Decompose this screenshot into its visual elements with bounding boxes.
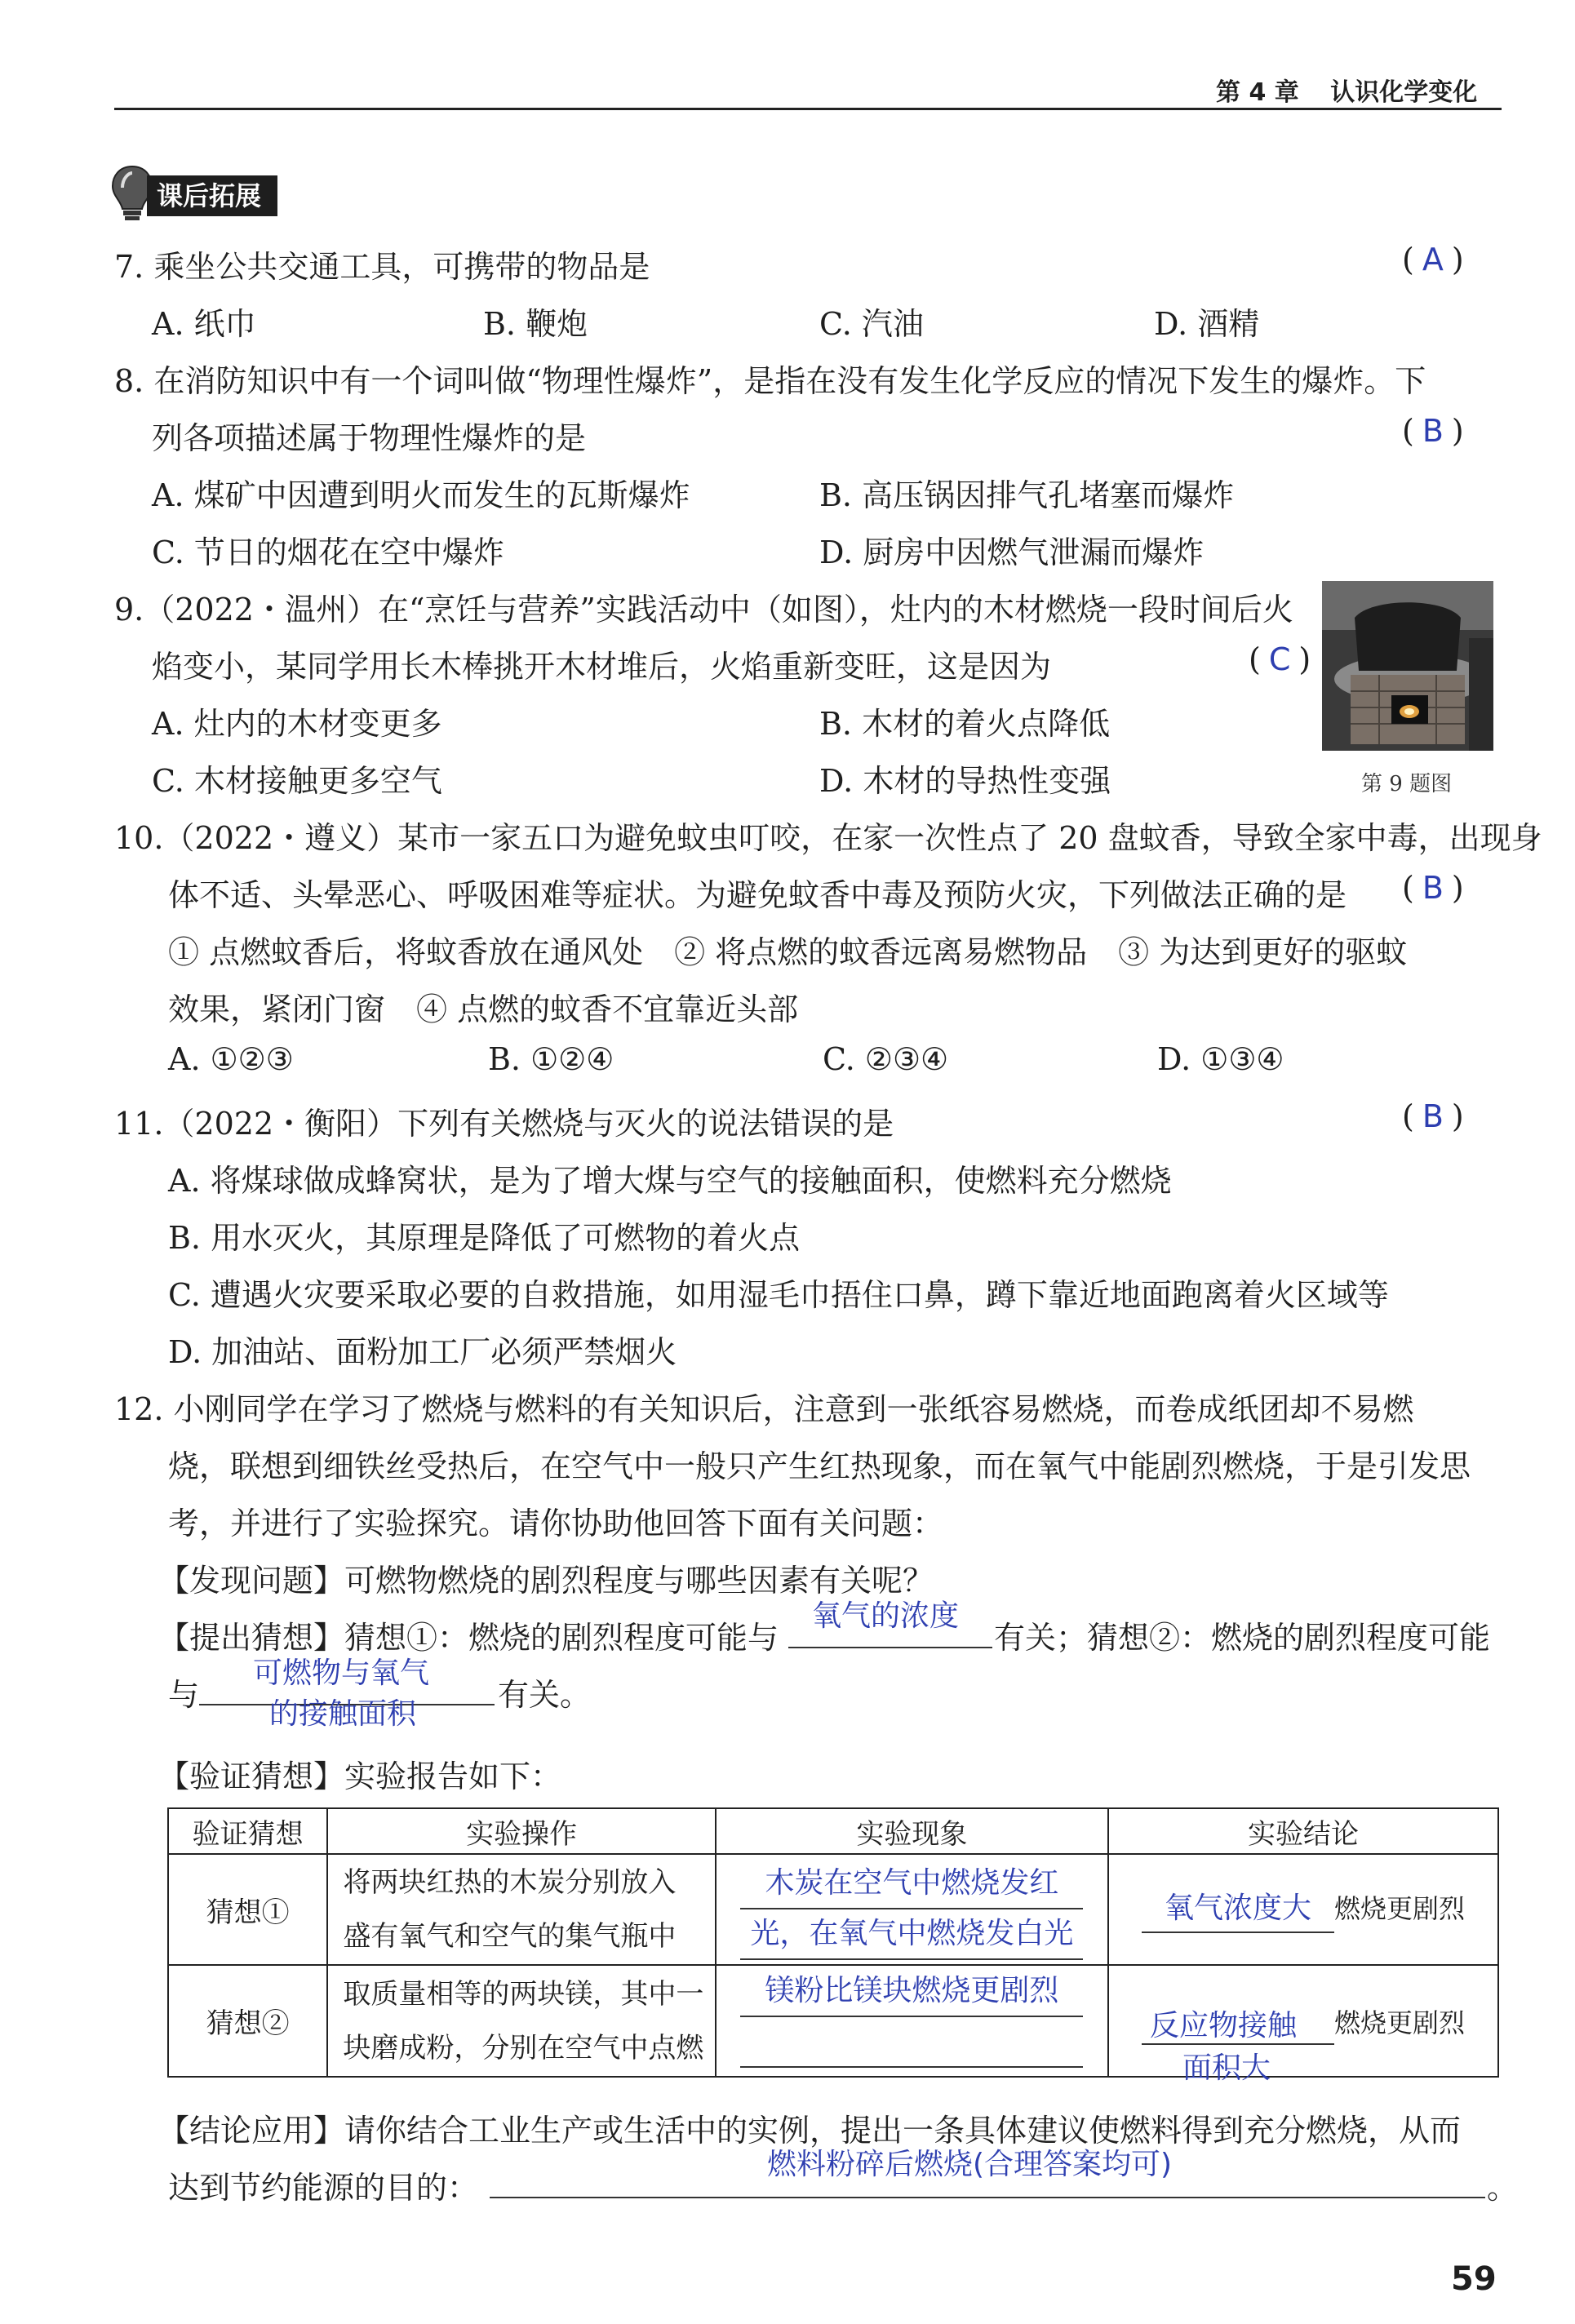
table-row bbox=[168, 1854, 1498, 1965]
q8-option-d: D. 厨房中因燃气泄漏而爆炸 bbox=[819, 534, 1205, 570]
q11-option-b: B. 用水灭火，其原理是降低了可燃物的着火点 bbox=[168, 1220, 801, 1256]
q10-stem-line1: 10.（2022・遵义）某市一家五口为避免蚊虫叮咬，在家一次性点了 20 盘蚊香，导致全家中毒，出现身 bbox=[114, 820, 1542, 856]
q8-option-a: A. 煤矿中因遭到明火而发生的瓦斯爆炸 bbox=[152, 477, 690, 513]
q12-guess-middle: 有关；猜想②：燃烧的剧烈程度可能 bbox=[994, 1620, 1491, 1656]
q7-option-d: D. 酒精 bbox=[1154, 306, 1260, 342]
q9-answer-bracket: (C) bbox=[1249, 641, 1320, 677]
q7-answer-bracket: (A) bbox=[1402, 242, 1472, 277]
q7-option-c: C. 汽油 bbox=[819, 306, 924, 342]
row1-phenomenon-line1: 木炭在空气中燃烧发红 bbox=[740, 1859, 1083, 1909]
q8-option-b: B. 高压锅因排气孔堵塞而爆炸 bbox=[819, 477, 1235, 513]
table-header-cell: 实验现象 bbox=[716, 1808, 1108, 1854]
q12-stem-line1: 12. 小刚同学在学习了燃烧与燃料的有关知识后，注意到一张纸容易燃烧，而卷成纸团却不易燃 bbox=[114, 1391, 1414, 1427]
q9-option-d: D. 木材的导热性变强 bbox=[819, 763, 1111, 799]
row2-phenomenon bbox=[716, 1965, 1108, 2077]
row2-conclusion-suffix: 燃烧更剧烈 bbox=[1333, 2007, 1465, 2038]
row2-phenomenon-line2 bbox=[740, 2017, 1083, 2068]
row1-operation bbox=[327, 1854, 716, 1965]
q12-guess-with: 与 bbox=[168, 1677, 200, 1713]
table-header-cell: 验证猜想 bbox=[168, 1808, 327, 1854]
q11-answer-bracket: (B) bbox=[1402, 1098, 1472, 1134]
q11-option-a: A. 将煤球做成蜂窝状，是为了增大煤与空气的接触面积，使燃料充分燃烧 bbox=[168, 1163, 1172, 1199]
row2-conclusion-answer-line1: 反应物接触 bbox=[1149, 2008, 1297, 2042]
q12-guess2-answer-line1: 可燃物与氧气 bbox=[253, 1657, 430, 1690]
q12-guess1-answer: 氧气的浓度 bbox=[812, 1599, 960, 1633]
row2-guess: 猜想② bbox=[168, 1965, 327, 2077]
row1-conclusion-suffix: 燃烧更剧烈 bbox=[1333, 1893, 1465, 1924]
q12-discover: 【发现问题】可燃物燃烧的剧烈程度与哪些因素有关呢？ bbox=[158, 1563, 934, 1599]
section-title: 课后拓展 bbox=[147, 175, 277, 216]
q9-figure-caption: 第 9 题图 bbox=[1361, 772, 1453, 796]
row2-conclusion-answer-line2: 面积大 bbox=[1182, 2051, 1271, 2085]
q7-option-b: B. 鞭炮 bbox=[483, 306, 588, 342]
chapter-number: 第 4 章 bbox=[1216, 78, 1299, 107]
q7-option-a: A. 纸巾 bbox=[152, 306, 256, 342]
q9-figure-photo bbox=[1322, 581, 1493, 751]
q11-option-c: C. 遭遇火灾要采取必要的自救措施，如用湿毛巾捂住口鼻，蹲下靠近地面跑离着火区域等 bbox=[168, 1277, 1389, 1313]
row1-phenomenon bbox=[716, 1854, 1108, 1965]
q9-answer: C bbox=[1268, 641, 1299, 677]
q8-answer-bracket: (B) bbox=[1402, 413, 1472, 449]
q8-option-c: C. 节日的烟花在空中爆炸 bbox=[152, 534, 504, 570]
chapter-title: 认识化学变化 bbox=[1330, 78, 1478, 107]
table-header-cell: 实验结论 bbox=[1108, 1808, 1498, 1854]
q12-apply-line2: 达到节约能源的目的： bbox=[168, 2170, 479, 2206]
q10-option-b: B. ①②④ bbox=[488, 1041, 614, 1077]
q12-stem-line3: 考，并进行了实验探究。请你协助他回答下面有关问题： bbox=[168, 1506, 944, 1541]
q10-items-line1: ① 点燃蚊香后，将蚊香放在通风处 ② 将点燃的蚊香远离易燃物品 ③ 为达到更好的驱蚊 bbox=[168, 934, 1408, 970]
q9-option-c: C. 木材接触更多空气 bbox=[152, 763, 442, 799]
q12-verify-intro: 【验证猜想】实验报告如下： bbox=[158, 1759, 562, 1794]
chapter-label bbox=[1216, 72, 1477, 108]
q10-stem-line2: 体不适、头晕恶心、呼吸困难等症状。为避免蚊香中毒及预防火灾，下列做法正确的是 bbox=[168, 877, 1347, 913]
q7-stem: 7. 乘坐公共交通工具，可携带的物品是 bbox=[114, 249, 650, 285]
row2-operation-line2: 块磨成粉，分别在空气中点燃 bbox=[343, 2031, 704, 2065]
q9-stem-line1: 9.（2022・温州）在“烹饪与营养”实践活动中（如图），灶内的木材燃烧一段时间后火 bbox=[114, 592, 1293, 628]
row1-guess: 猜想① bbox=[168, 1854, 327, 1965]
table-header-cell: 实验操作 bbox=[327, 1808, 716, 1854]
q10-items-line2: 效果，紧闭门窗 ④ 点燃的蚊香不宜靠近头部 bbox=[168, 991, 799, 1027]
q9-stem-line2: 焰变小，某同学用长木棒挑开木材堆后，火焰重新变旺，这是因为 bbox=[152, 649, 1052, 685]
row1-phenomenon-line2: 光，在氧气中燃烧发白光 bbox=[740, 1909, 1083, 1960]
row2-operation bbox=[327, 1965, 716, 2077]
q11-answer: B bbox=[1422, 1098, 1452, 1134]
q10-option-c: C. ②③④ bbox=[823, 1041, 949, 1077]
header-rule bbox=[114, 108, 1502, 110]
q10-answer-bracket: (B) bbox=[1402, 870, 1472, 906]
q10-option-d: D. ①③④ bbox=[1157, 1041, 1284, 1077]
row2-conclusion bbox=[1108, 1965, 1498, 2085]
q8-answer: B bbox=[1422, 413, 1452, 449]
page-number: 59 bbox=[1451, 2260, 1497, 2298]
row2-phenomenon-line1: 镁粉比镁块燃烧更剧烈 bbox=[740, 1967, 1083, 2017]
q8-stem-line1: 8. 在消防知识中有一个词叫做“物理性爆炸”，是指在没有发生化学反应的情况下发生的爆炸。下 bbox=[114, 363, 1426, 399]
q12-apply-answer: 燃料粉碎后燃烧(合理答案均可) bbox=[767, 2148, 1173, 2181]
row1-conclusion bbox=[1108, 1854, 1498, 1965]
q8-stem-line2: 列各项描述属于物理性爆炸的是 bbox=[152, 420, 587, 456]
q12-guess1-blank bbox=[788, 1647, 992, 1648]
row1-operation-line1: 将两块红热的木炭分别放入 bbox=[343, 1866, 677, 1899]
q11-option-d: D. 加油站、面粉加工厂必须严禁烟火 bbox=[168, 1334, 677, 1370]
q7-answer: A bbox=[1422, 242, 1452, 277]
q11-stem: 11.（2022・衡阳）下列有关燃烧与灭火的说法错误的是 bbox=[114, 1106, 894, 1142]
experiment-report-table bbox=[167, 1807, 1499, 2085]
q9-option-a: A. 灶内的木材变更多 bbox=[152, 706, 442, 742]
q10-answer: B bbox=[1422, 870, 1452, 906]
q12-apply-blank bbox=[490, 2197, 1485, 2198]
q12-guess-prefix: 【提出猜想】猜想①：燃烧的剧烈程度可能与 bbox=[158, 1620, 779, 1656]
row1-conclusion-answer: 氧气浓度大 bbox=[1142, 1886, 1334, 1933]
q12-guess-suffix: 有关。 bbox=[498, 1677, 592, 1713]
q12-stem-line2: 烧，联想到细铁丝受热后，在空气中一般只产生红热现象，而在氧气中能剧烈燃烧，于是引发思 bbox=[168, 1448, 1471, 1484]
q12-guess2-answer-line2: 的接触面积 bbox=[269, 1697, 417, 1731]
q10-option-a: A. ①②③ bbox=[168, 1041, 294, 1077]
table-row bbox=[168, 1965, 1498, 2077]
row2-conclusion-blank bbox=[1142, 1998, 1334, 2085]
q12-apply-end: 。 bbox=[1487, 2170, 1519, 2206]
row2-operation-line1: 取质量相等的两块镁，其中一 bbox=[343, 1977, 704, 2011]
stove-illustration bbox=[1322, 581, 1493, 751]
q12-apply-line1: 【结论应用】请你结合工业生产或生活中的实例，提出一条具体建议使燃料得到充分燃烧，从而 bbox=[158, 2113, 1462, 2149]
row1-operation-line2: 盛有氧气和空气的集气瓶中 bbox=[343, 1920, 677, 1953]
q9-option-b: B. 木材的着火点降低 bbox=[819, 706, 1111, 742]
table-header-row bbox=[168, 1808, 1498, 1854]
